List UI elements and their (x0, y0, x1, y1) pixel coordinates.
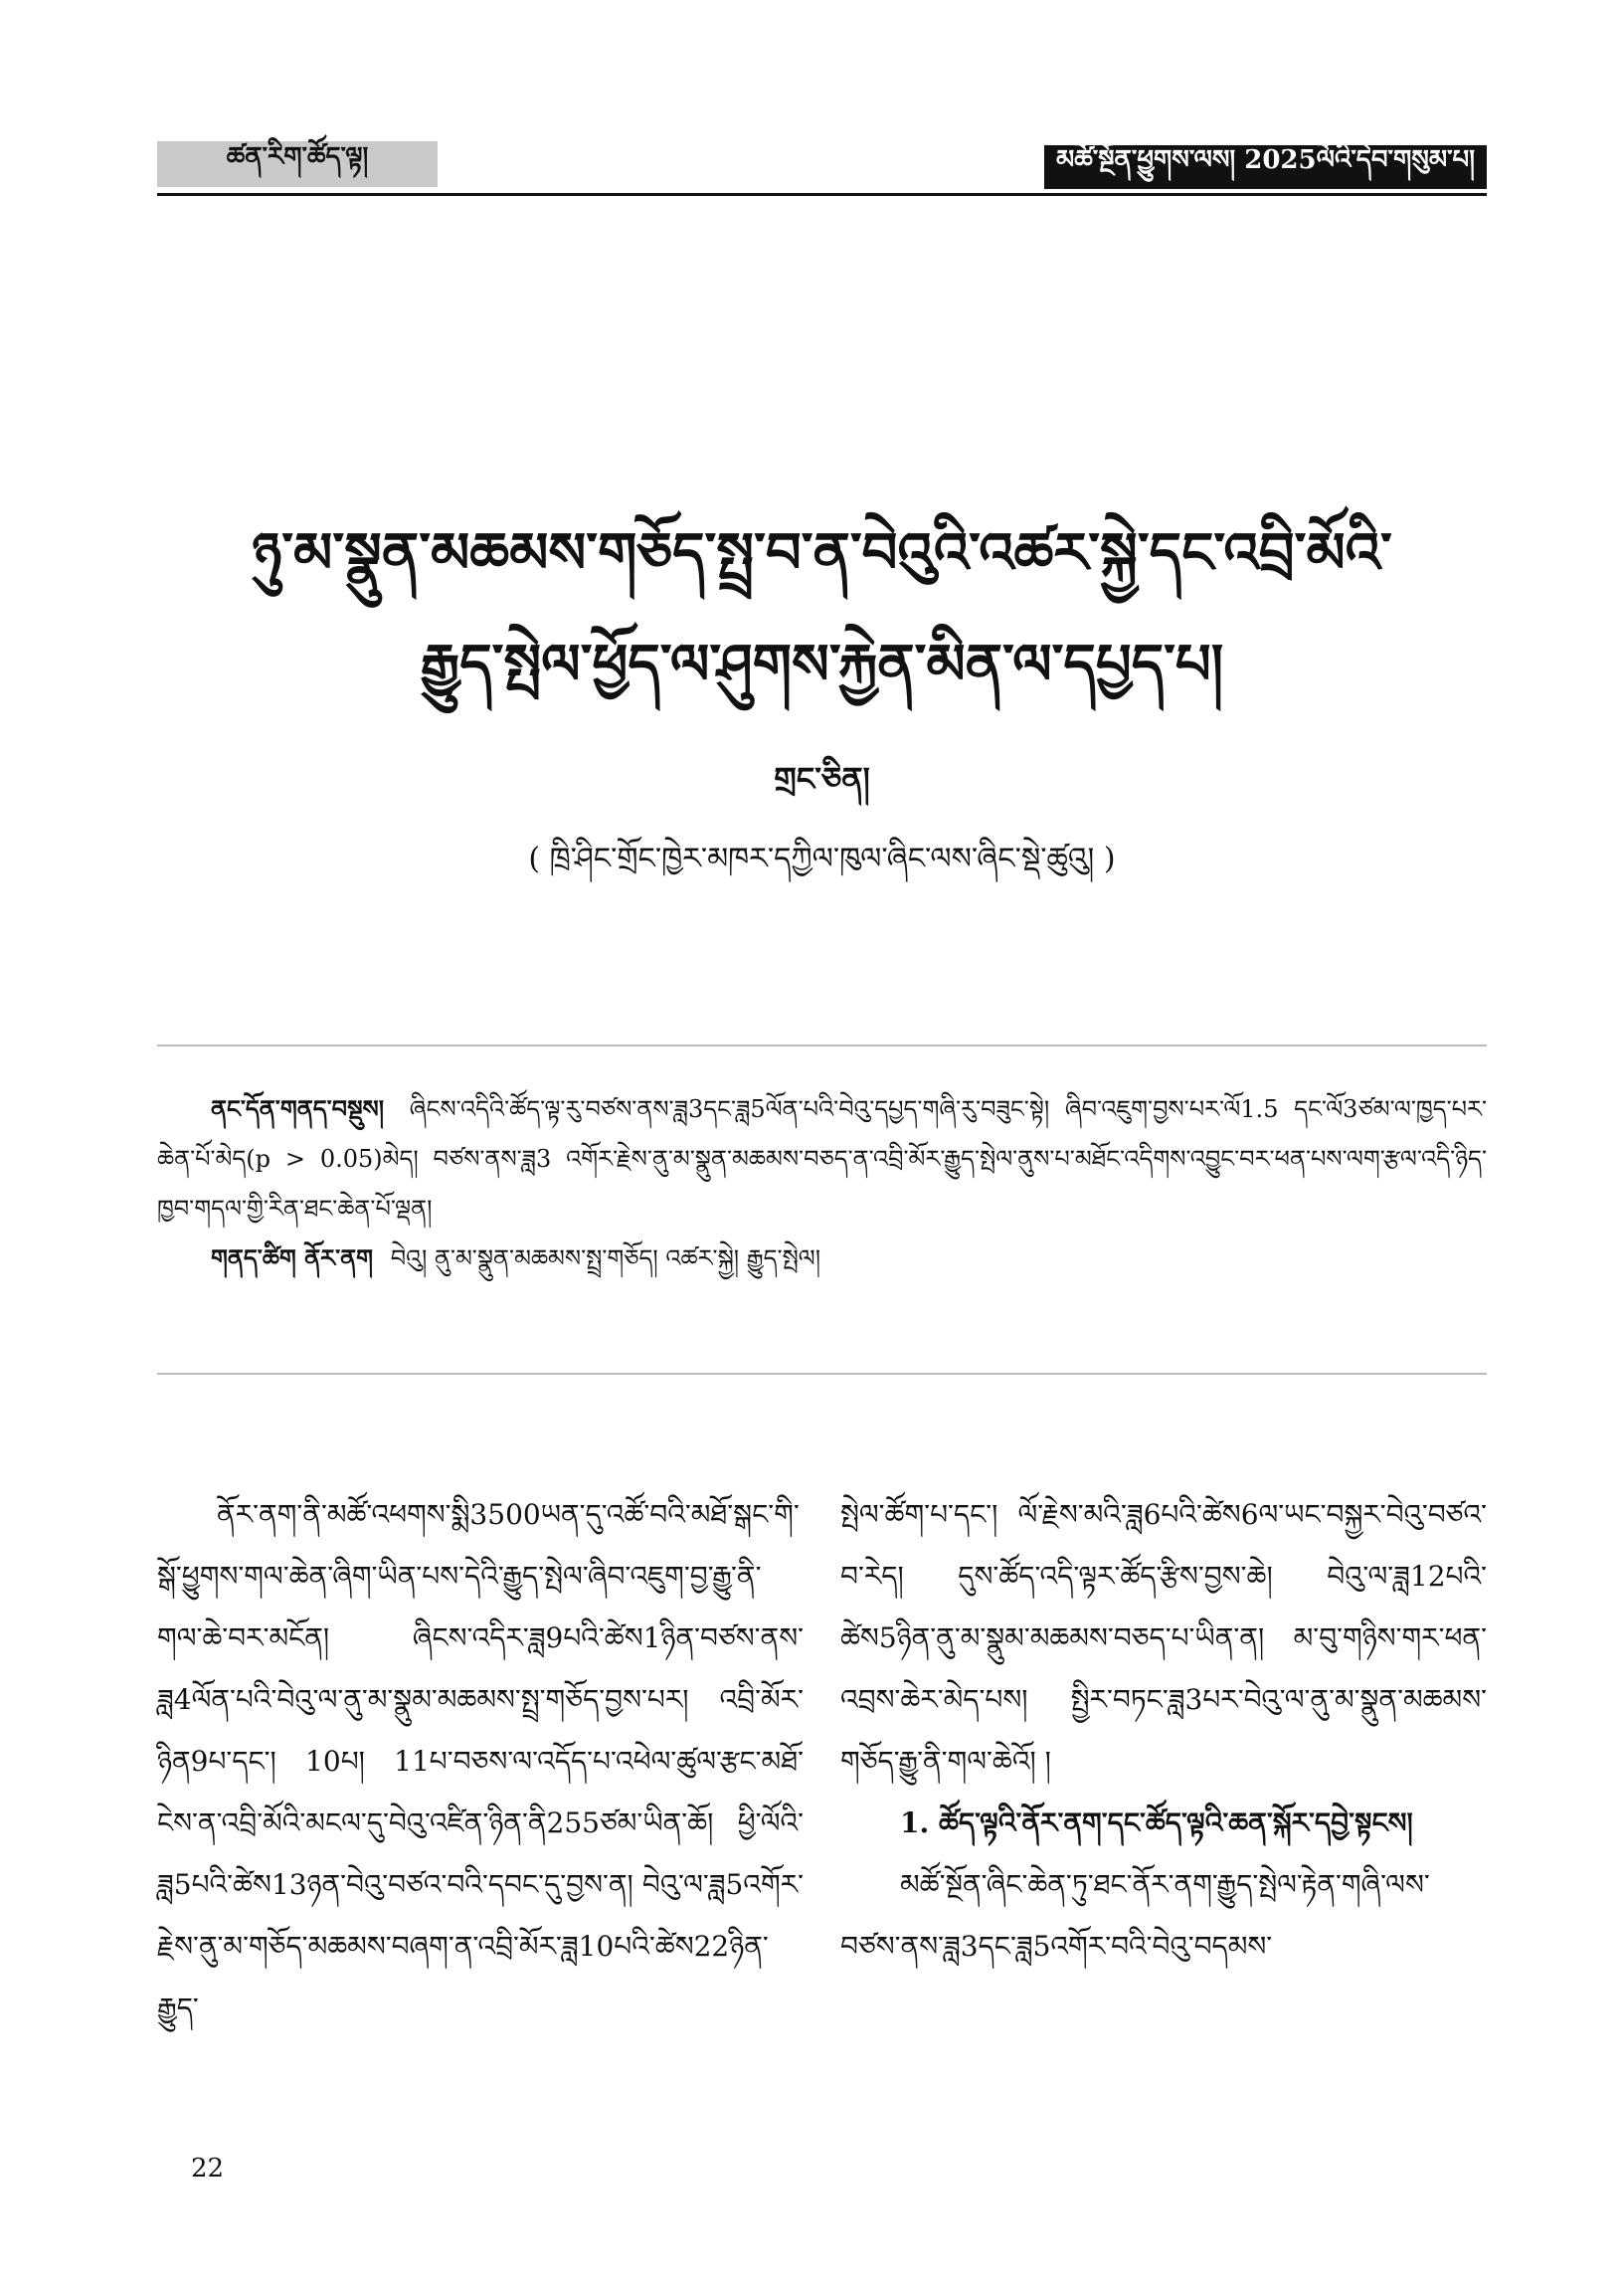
running-head-left: ཚན་རིག་ཚོད་ལྟ། (157, 141, 438, 187)
abstract-paragraph (157, 1084, 1487, 1234)
article-title (157, 497, 1487, 720)
abstract-top-rule (157, 1044, 1487, 1046)
body-paragraph-3: མཚོ་སྔོན་ཞིང་ཆེན་ཏུ་ཐང་ནོར་ནག་རྒྱུད་སྤེལ་རྟེན་གཞི་ལས་བཙས་ནས་ཟླ3དང་ཟླ5འགོར་བའི་བེའུ་བདམས་ (840, 1868, 1430, 1963)
header-rule (157, 193, 1487, 196)
keywords-label: གནད་ཚིག ནོར་ནག (211, 1243, 374, 1272)
author-name: གྲང་ཅིན། (774, 760, 870, 798)
author-affiliation: ( ཁྲི་ཤིང་གྲོང་ཁྱེར་མཁར་དཀྱིལ་ཁུལ་ཞིང་ལས་ཞིང་སྡེ་ཚུའུ། ) (528, 842, 1116, 876)
abstract-text: ཞིངས་འདིའི་ཚོད་ལྟ་རུ་བཙས་ནས་ཟླ3དང་ཟླ5ལོན་པའི་བེའུ་དཔྱད་གཞི་རུ་བཟུང་སྟེ། ཞིབ་འཇུག་བྱས་པར་ལོ1.5 དང་ལོ3ཙམ་ལ་ཁྱད་པར་ཆེན་པོ་མེད(p > 0.05)མེད། བཙས་ནས་ཟླ3 འགོར་རྗེས་ནུ་མ་སྣུན་མཆམས་བཅད་ན་འབྲི་མོར་རྒྱུད་སྤེལ་ནུས་པ་མཐོང་འདིགས་འབྱུང་བར་ཕན་པས་ལག་རྩལ་འདི་ཉིད་ཁྱབ་གདལ་གྱི་རིན་ཐང་ཆེན་པོ་ལྡན། (157, 1095, 1487, 1223)
body-column-left (157, 1484, 804, 2039)
keywords-paragraph (157, 1234, 1487, 1283)
running-head-right: མཚོ་སྔོན་ཕྱུགས་ལས། 2025ལོའི་དེབ་གསུམ་པ། (1044, 145, 1487, 189)
section-heading: 1. ཚོད་ལྟའི་ནོར་ནག་དང་ཚོད་ལྟའི་ཆན་སྐོར་དབྱེ་སྟངས། (900, 1806, 1413, 1839)
abstract-block (157, 1084, 1487, 1283)
title-line-1: ཉུ་མ་སྣུན་མཆམས་གཅོད་སྤྲ་བ་ན་བེའུའི་འཚར་སྐྱེ་དང་འབྲི་མོའི་ (252, 520, 1392, 586)
body-paragraph-1: ནོར་ནག་ནི་མཚོ་འཕགས་སྨི3500ཡན་དུ་འཚོ་བའི་མཐོ་སྒང་གི་སྒོ་ཕྱུགས་གལ་ཆེན་ཞིག་ཡིན་པས་དེའི་རྒྱུད་སྤེལ་ཞིབ་འཇུག་བྱ་རྒྱུ་ནི་གལ་ཆེ་བར་མངོན། ཞིངས་འདིར་ཟླ9པའི་ཚེས1ཉིན་བཙས་ནས་ཟླ4ལོན་པའི་བེའུ་ལ་ནུ་མ་སྣུམ་མཆམས་སྤྲ་གཅོད་བྱས་པར། འབྲི་མོར་ཉིན9པ་དང་། 10པ། 11པ་བཅས་ལ་འདོད་པ་འཕེལ་ཚུལ་རྩང་མཐོ་ངེས་ན་འབྲི་མོའི་མངལ་དུ་བེའུ་འཛིན་ཉིན་ནི255ཙམ་ཡིན་ཆོ། ཕྱི་ལོའི་ཟླ5པའི་ཚེས13ཉན་བེའུ་བཙའ་བའི་དབང་དུ་བྱས་ན། བེའུ་ལ་ཟླ5འགོར་རྗེས་ནུ་མ་གཅོད་མཆམས་བཞག་ན་འབྲི་མོར་ཟླ10པའི་ཚེས22ཉིན་རྒྱུད་ (157, 1498, 804, 2024)
title-line-2: རྒྱུད་སྤེལ་ཕྱོད་ལ་ཤུགས་རྐྱེན་མིན་ལ་དཔྱད་པ། (420, 632, 1224, 697)
keywords-text: བེའུ། ནུ་མ་སྣུན་མཆམས་སྤྲ་གཅོད། འཚར་སྐྱེ། རྒྱུད་སྤེལ། (390, 1244, 821, 1272)
abstract-bottom-rule (157, 1373, 1487, 1375)
page-number: 22 (191, 2154, 225, 2183)
abstract-label: ནང་དོན་གནད་བསྡུས། (211, 1094, 385, 1123)
body-column-right (840, 1484, 1487, 1978)
body-paragraph-2: སྤེལ་ཚོག་པ་དང་། ལོ་རྗེས་མའི་ཟླ6པའི་ཚེས6ལ་ཡང་བསྐྱར་བེའུ་བཙའ་བ་རེད། དུས་ཚོད་འདི་ལྟར་ཚོད་རྩིས་བྱས་ཆེ། བེའུ་ལ་ཟླ12པའི་ཚེས5ཉིན་ནུ་མ་སྣུམ་མཆམས་བཅད་པ་ཡིན་ན། མ་བུ་གཉིས་གར་ཕན་འབྲས་ཆེར་མེད་པས། སྤྱིར་བཏང་ཟླ3པར་བེའུ་ལ་ནུ་མ་སྣུན་མཆམས་གཅོད་རྒྱུ་ནི་གལ་ཆེའོ། ། (840, 1498, 1487, 1778)
